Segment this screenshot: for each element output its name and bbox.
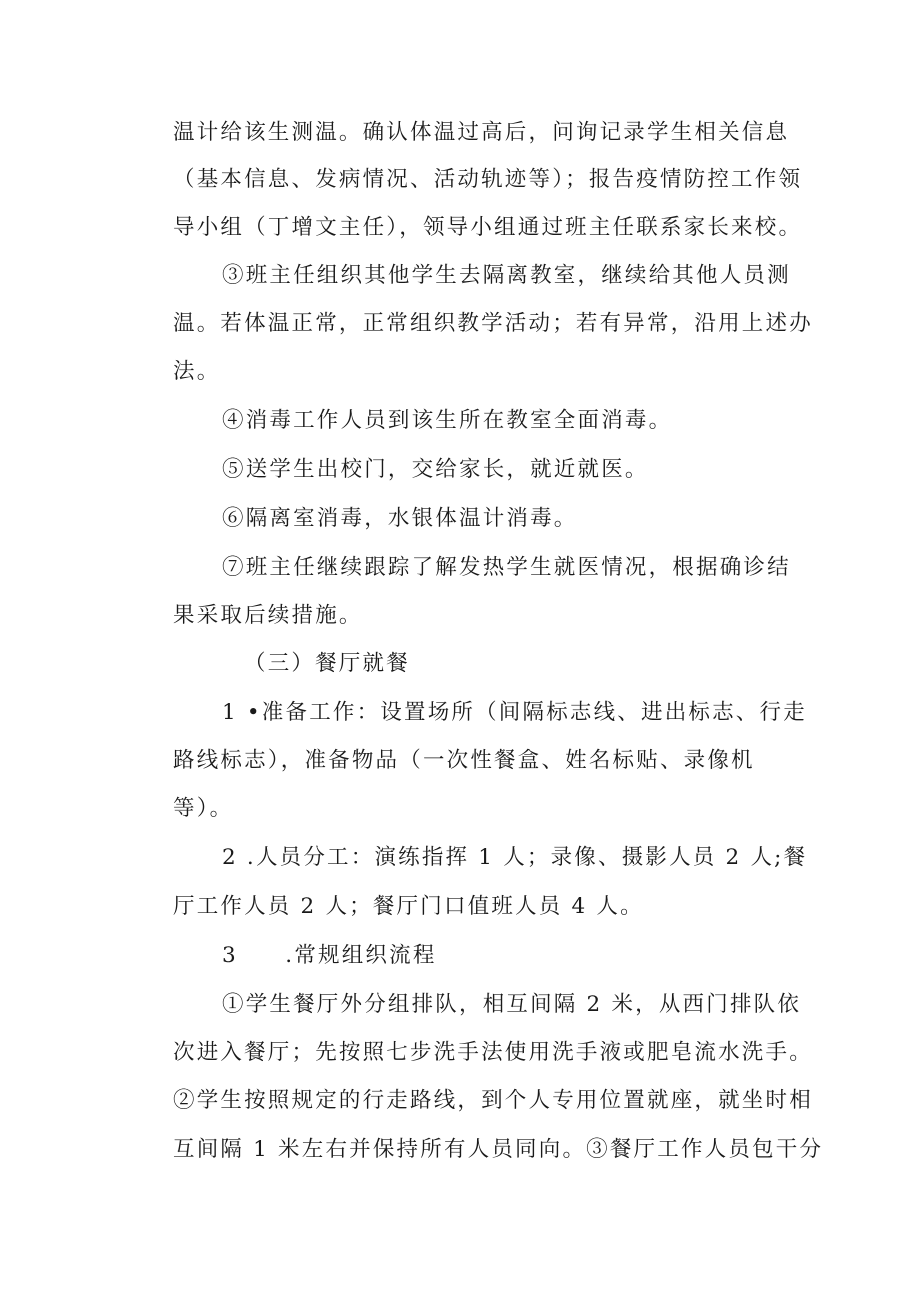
text-line-17: 厅工作人员 2 人；餐厅门口值班人员 4 人。 [173, 894, 644, 919]
text-line-11: 果采取后续措施。 [173, 603, 363, 628]
section-heading: （三）餐厅就餐 [244, 651, 410, 676]
text-line-20: 次进入餐厅；先按照七步洗手法使用洗手液或肥皂流水洗手。 [173, 1040, 813, 1065]
text-line-8: ⑤送学生出校门，交给家长，就近就医。 [222, 457, 649, 482]
text-line-22: 互间隔 1 米左右并保持所有人员同向。③餐厅工作人员包干分 [173, 1137, 824, 1162]
text-line-3: 导小组（丁增文主任），领导小组通过班主任联系家长来校。 [173, 215, 803, 240]
text-line-18: 3 .常规组织流程 [222, 943, 437, 968]
text-line-5: 温。若体温正常，正常组织教学活动；若有异常，沿用上述办 [173, 311, 813, 336]
text-line-15: 等）。 [173, 796, 234, 821]
text-line-14: 路线标志），准备物品（一次性餐盒、姓名标贴、录像机 [173, 748, 755, 773]
text-line-2: （基本信息、发病情况、活动轨迹等）；报告疫情防控工作领 [173, 167, 803, 192]
text-line-6: 法。 [173, 359, 221, 384]
text-line-13: 1 •准备工作：设置场所（间隔标志线、进出标志、行走 [222, 700, 807, 725]
text-line-1: 温计给该生测温。确认体温过高后，问询记录学生相关信息 [173, 120, 790, 145]
text-line-10: ⑦班主任继续跟踪了解发热学生就医情况，根据确诊结 [222, 555, 791, 580]
text-line-7: ④消毒工作人员到该生所在教室全面消毒。 [222, 408, 673, 433]
text-line-16: 2 .人员分工：演练指挥 1 人；录像、摄影人员 2 人;餐 [222, 845, 808, 870]
text-line-21: ②学生按照规定的行走路线，到个人专用位置就座，就坐时相 [173, 1088, 813, 1113]
text-line-4: ③班主任组织其他学生去隔离教室，继续给其他人员测 [222, 263, 791, 288]
text-line-9: ⑥隔离室消毒，水银体温计消毒。 [222, 506, 578, 531]
text-line-19: ①学生餐厅外分组排队，相互间隔 2 米，从西门排队依 [222, 992, 802, 1017]
